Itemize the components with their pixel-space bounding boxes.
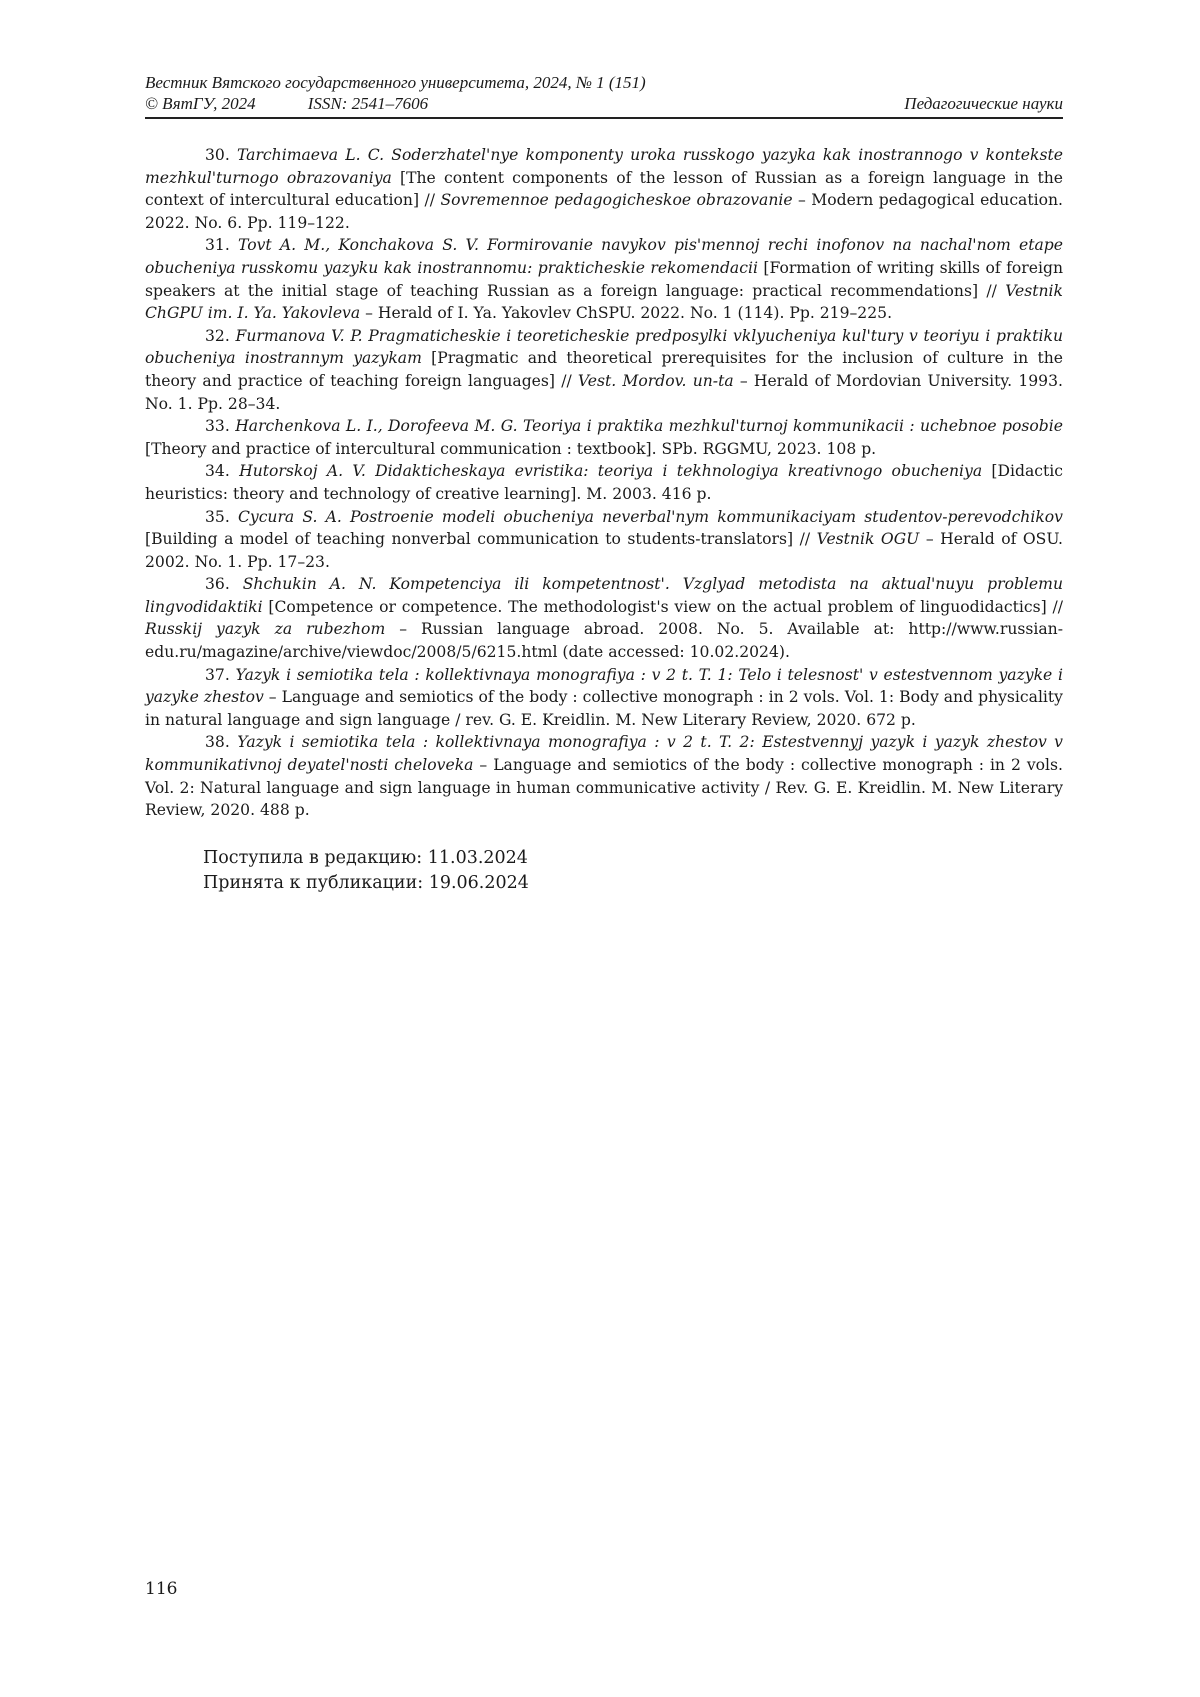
page-number: 116 xyxy=(145,1579,178,1599)
reference-title: Tarchimaeva L. C. Soderzhatel'nye komponenty uroka russkogo yazyka kak inostrannogo v kontekste mezhkul'turnogo obrazovaniya xyxy=(145,146,1063,187)
reference-title: Hutorskoj A. V. Didakticheskaya evristika: teoriya i tekhnologiya kreativnogo obucheniya xyxy=(239,462,983,481)
reference-source: Vestnik OGU xyxy=(816,530,920,549)
reference-title: Yazyk i semiotika tela : kollektivnaya monografiya : v 2 t. T. 1: Telo i telesnost' v estestvennom yazyke i yazyke zhestov xyxy=(145,665,1063,707)
reference-details: – Herald of Mordovian University. 1993. No. 1. Pp. 28–34. xyxy=(145,371,1063,413)
reference-text: [Didactic heuristics: theory and technology of creative learning]. M. 2003. 416 p. xyxy=(145,462,1063,503)
reference-number: 35. xyxy=(205,507,230,526)
reference-item xyxy=(145,731,1063,821)
reference-number: 30. xyxy=(205,146,230,164)
header-left xyxy=(145,93,428,114)
reference-title: Cycura S. A. Postroenie modeli obucheniya neverbal'nym kommunikaciyam studentov-perevodchikov xyxy=(237,507,1063,526)
accepted-date: Принята к публикации: 19.06.2024 xyxy=(203,873,529,893)
reference-text: – Language and semiotics of the body : collective monograph : in 2 vols. Vol. 2: Natural language and sign language in human communicative activity / Rev. G. E. Kreidlin. M. New Literary Review, 2020. 488 p. xyxy=(145,756,1063,820)
submission-dates xyxy=(203,846,529,896)
reference-text: [Competence or competence. The methodologist's view on the actual problem of linguodidactics] // xyxy=(262,597,1063,616)
header-row xyxy=(145,93,1063,114)
reference-details: – Russian language abroad. 2008. No. 5. Available at: http://www.russian-edu.ru/magazine/archive/viewdoc/2008/5/6215.html (date accessed: 10.02.2024). xyxy=(145,620,1063,662)
reference-item xyxy=(145,460,1063,505)
reference-details: – Herald of I. Ya. Yakovlev ChSPU. 2022. No. 1 (114). Pp. 219–225. xyxy=(360,304,893,323)
received-date: Поступила в редакцию: 11.03.2024 xyxy=(203,848,528,868)
reference-title: Furmanova V. P. Pragmaticheskie i teoreticheskie predposylki vklyucheniya kul'tury v teoriyu i praktiku obucheniya inostrannym yazykam xyxy=(145,326,1063,368)
reference-item xyxy=(145,144,1063,234)
reference-number: 32. xyxy=(205,326,230,345)
copyright: © ВятГУ, 2024 xyxy=(145,94,256,113)
reference-item xyxy=(145,234,1063,324)
reference-item xyxy=(145,506,1063,574)
reference-source: Vestnik ChGPU im. I. Ya. Yakovleva xyxy=(145,281,1063,323)
reference-details: – Modern pedagogical education. 2022. No. 6. Pp. 119–122. xyxy=(145,191,1063,232)
reference-item xyxy=(145,664,1063,732)
reference-text: [The content components of the lesson of Russian as a foreign language in the context of intercultural education] // xyxy=(145,168,1063,210)
section-name: Педагогические науки xyxy=(904,94,1063,113)
reference-text: [Pragmatic and theoretical prerequisites for the inclusion of culture in the theory and practice of teaching foreign languages] // xyxy=(145,349,1063,390)
reference-text: [Building a model of teaching nonverbal communication to students-translators] // xyxy=(145,530,817,549)
reference-source: Russkij yazyk za rubezhom xyxy=(145,620,386,639)
reference-title: Yazyk i semiotika tela : kollektivnaya monografiya : v 2 t. T. 2: Estestvennyj yazyk i yazyk zhestov v kommunikativnoj deyatel'nosti cheloveka xyxy=(145,733,1063,775)
reference-number: 37. xyxy=(205,665,230,684)
issn: ISSN: 2541–7606 xyxy=(307,94,429,113)
reference-source: Sovremennoe pedagogicheskoe obrazovanie xyxy=(440,191,793,210)
reference-item xyxy=(145,325,1063,415)
reference-number: 38. xyxy=(205,733,230,752)
reference-list xyxy=(145,144,1063,822)
reference-text: [Formation of writing skills of foreign speakers at the initial stage of teaching Russian as a foreign language: practical recommendations] // xyxy=(145,258,1063,300)
reference-number: 31. xyxy=(205,236,230,255)
reference-source: Vest. Mordov. un-ta xyxy=(577,371,734,390)
reference-title: Harchenkova L. I., Dorofeeva M. G. Teoriya i praktika mezhkul'turnoj kommunikacii : uchebnoe posobie xyxy=(235,417,1063,436)
reference-details: – Herald of OSU. 2002. No. 1. Pp. 17–23. xyxy=(145,530,1063,571)
running-header xyxy=(145,72,1063,119)
reference-item xyxy=(145,415,1063,460)
reference-number: 34. xyxy=(205,462,230,481)
journal-title: Вестник Вятского государственного университета, 2024, № 1 (151) xyxy=(145,73,646,92)
reference-item xyxy=(145,573,1063,663)
reference-title: Tovt A. M., Konchakova S. V. Formirovanie navykov pis'mennoj rechi inofonov na nachal'nom etape obucheniya russkomu yazyku kak inostrannomu: prakticheskie rekomendacii xyxy=(145,236,1063,277)
reference-text: [Theory and practice of intercultural communication : textbook]. SPb. RGGMU, 2023. 108 p. xyxy=(145,439,877,458)
reference-number: 36. xyxy=(205,575,230,594)
reference-number: 33. xyxy=(205,417,230,436)
reference-text: – Language and semiotics of the body : collective monograph : in 2 vols. Vol. 1: Body and physicality in natural language and sign language / rev. G. E. Kreidlin. M. New Literary Review, 2020. 672 p. xyxy=(145,688,1063,729)
reference-title: Shchukin A. N. Kompetenciya ili kompetentnost'. Vzglyad metodista na aktual'nuyu problemu lingvodidaktiki xyxy=(145,575,1063,616)
